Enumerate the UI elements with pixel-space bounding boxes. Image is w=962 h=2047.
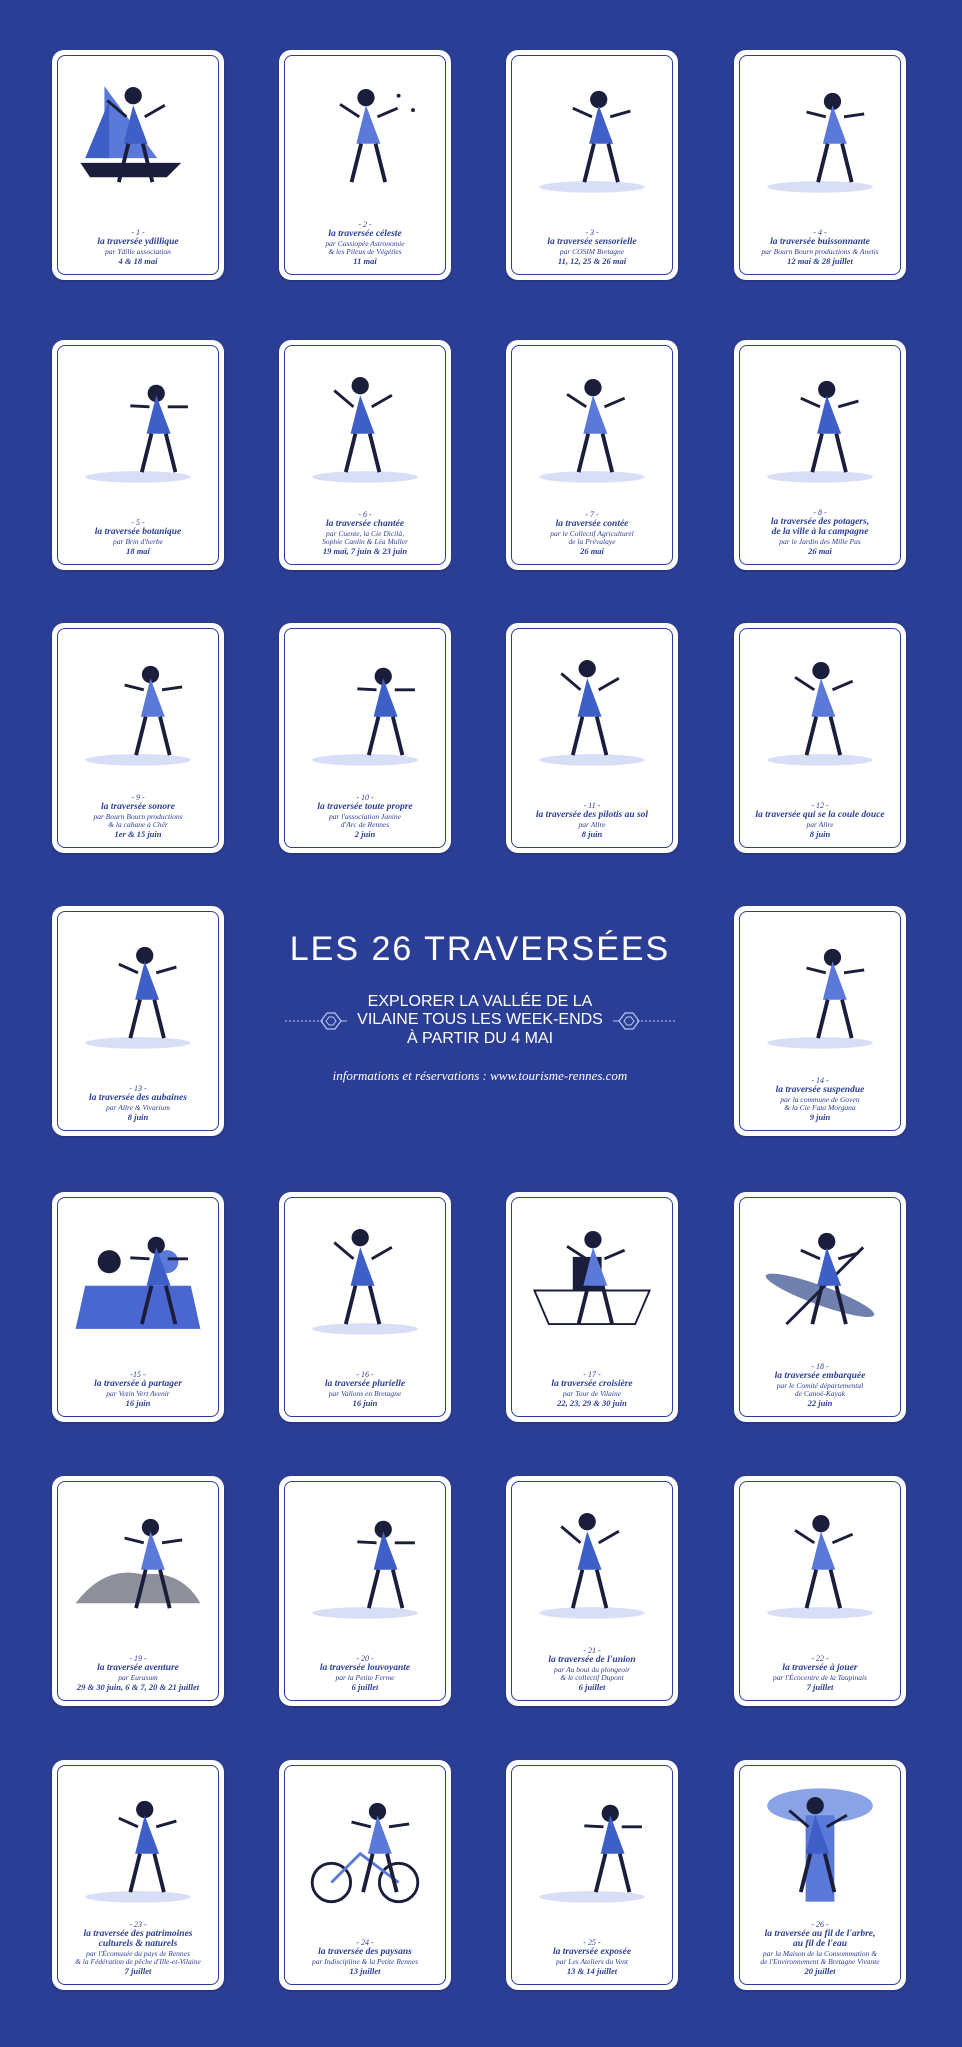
card-title: la traversée croisière xyxy=(551,1379,633,1390)
dancer-icon xyxy=(520,64,664,209)
moon-icon xyxy=(293,64,437,209)
flute-player-icon xyxy=(748,64,892,209)
tree-icon xyxy=(748,1774,892,1919)
card-organizer: par Bourn Bourn productions & la cabane à Chêr xyxy=(93,812,183,830)
vegetables-icon xyxy=(748,354,892,499)
singer-icon xyxy=(293,354,437,499)
canoe-icon xyxy=(293,637,437,782)
carriers-icon xyxy=(293,1490,437,1635)
card-frame xyxy=(739,345,901,565)
card-title: la traversée suspendue xyxy=(775,1085,865,1096)
card-date: 8 juin xyxy=(809,829,831,840)
card-title: la traversée plurielle xyxy=(324,1379,406,1390)
card-frame xyxy=(739,911,901,1131)
card-organizer: par la Maison de la Consommation & de l'Environnement & Bretagne Vivante xyxy=(760,1949,880,1967)
card-date: 16 juin xyxy=(125,1398,151,1409)
card-frame xyxy=(739,55,901,275)
card-title: la traversée sonore xyxy=(101,802,175,813)
card-number: - 25 - xyxy=(583,1937,601,1947)
card-organizer: par Eurasum xyxy=(118,1673,158,1683)
card-organizer: par Cuente, la Cie Dicilà, Sophie Canlin & Léa Muller xyxy=(322,529,408,547)
card-title: la traversée chantée xyxy=(325,519,405,530)
card-title: la traversée à partager xyxy=(94,1379,182,1390)
event-card[interactable] xyxy=(52,1476,224,1706)
walker-icon xyxy=(748,637,892,782)
kayak-icon xyxy=(748,1206,892,1351)
card-number: - 21 - xyxy=(583,1645,601,1655)
event-card[interactable] xyxy=(734,623,906,853)
card-title: la traversée aventure xyxy=(97,1663,179,1674)
card-organizer: par Vallons en Bretagne xyxy=(328,1389,402,1399)
card-number: - 23 - xyxy=(129,1920,147,1929)
card-title: la traversée botanique xyxy=(94,527,182,538)
card-date: 12 mai & 28 juillet xyxy=(787,256,853,267)
card-number: - 22 - xyxy=(811,1653,829,1663)
card-caption xyxy=(744,1363,896,1408)
card-title: la traversée de l'union xyxy=(548,1655,636,1666)
card-frame xyxy=(511,55,673,275)
card-caption xyxy=(516,511,668,556)
event-card[interactable] xyxy=(279,1476,451,1706)
ship-icon xyxy=(520,1206,664,1351)
card-number: - 16 - xyxy=(356,1369,374,1379)
card-number: - 1 - xyxy=(131,227,145,237)
card-organizer: par la Petite Ferme xyxy=(335,1673,395,1683)
card-frame xyxy=(739,1481,901,1701)
card-title: la traversée des potagers, de la ville à la campagne xyxy=(770,517,870,538)
event-card[interactable] xyxy=(506,1192,678,1422)
card-number: - 7 - xyxy=(585,509,599,519)
card-date: 7 juillet xyxy=(806,1682,834,1693)
card-caption xyxy=(62,229,214,266)
card-organizer: par Cassiopée Astronomie & les Pileux de Végétles xyxy=(325,239,405,257)
card-title: la traversée exposée xyxy=(552,1947,632,1958)
card-caption xyxy=(289,794,441,839)
card-title: la traversée embarquée xyxy=(774,1371,866,1382)
card-number: -15 - xyxy=(130,1369,146,1379)
page-title: LES 26 TRAVERSÉES xyxy=(289,930,671,968)
card-caption xyxy=(62,1655,214,1692)
card-date: 11 mai xyxy=(353,256,377,267)
card-organizer: par Bourn Bourn productions & Anetis xyxy=(761,247,879,257)
card-date: 2 juin xyxy=(354,829,376,840)
card-frame xyxy=(511,1765,673,1985)
card-number: - 24 - xyxy=(356,1937,374,1947)
card-date: 18 mai xyxy=(126,546,150,557)
card-caption xyxy=(744,1655,896,1692)
event-card[interactable] xyxy=(734,906,906,1136)
storyteller-icon xyxy=(520,354,664,499)
card-organizer: par le Jardin des Mille Pas xyxy=(779,537,861,547)
card-organizer: par le Collectif Agriculturel de la Prévalaye xyxy=(550,529,634,547)
card-number: - 13 - xyxy=(129,1083,147,1093)
card-date: 20 juillet xyxy=(804,1966,836,1977)
card-date: 1er & 15 juin xyxy=(114,829,162,840)
event-card[interactable] xyxy=(506,623,678,853)
horse-icon xyxy=(293,1206,437,1351)
card-number: - 14 - xyxy=(811,1075,829,1085)
player-icon xyxy=(748,1490,892,1635)
card-caption xyxy=(516,802,668,839)
card-caption xyxy=(516,1939,668,1976)
card-caption xyxy=(516,229,668,266)
card-caption xyxy=(744,1921,896,1976)
card-caption xyxy=(289,1371,441,1408)
card-date: 13 & 14 juillet xyxy=(566,1966,618,1977)
card-caption xyxy=(289,1655,441,1692)
card-organizer: par Allre xyxy=(806,820,834,830)
card-number: - 5 - xyxy=(131,517,145,527)
card-frame xyxy=(284,345,446,565)
event-card[interactable] xyxy=(279,1760,451,1990)
card-title: la traversée contée xyxy=(555,519,629,530)
event-card[interactable] xyxy=(52,906,224,1136)
card-caption xyxy=(62,1921,214,1976)
card-frame xyxy=(57,345,219,565)
card-frame xyxy=(511,628,673,848)
card-organizer: par Au bout du plongeoir & le collectif Dupont xyxy=(553,1665,631,1683)
center-header xyxy=(240,930,720,1084)
card-frame xyxy=(511,1481,673,1701)
subtitle: EXPLORER LA VALLÉE DE LA VILAINE TOUS LES WEEK-ENDS À PARTIR DU 4 MAI xyxy=(357,993,603,1047)
cape-icon xyxy=(520,1490,664,1635)
card-frame xyxy=(57,1197,219,1417)
card-title: la traversée au fil de l'arbre, au fil de l'eau xyxy=(764,1929,876,1950)
card-number: - 10 - xyxy=(356,792,374,802)
card-date: 11, 12, 25 & 26 mai xyxy=(557,256,627,267)
card-caption xyxy=(289,1939,441,1976)
event-card[interactable] xyxy=(279,340,451,570)
card-caption xyxy=(516,1371,668,1408)
card-caption xyxy=(289,221,441,266)
fisher-icon xyxy=(66,1774,210,1919)
event-card[interactable] xyxy=(279,1192,451,1422)
card-caption xyxy=(744,509,896,556)
card-date: 8 juin xyxy=(581,829,603,840)
event-card[interactable] xyxy=(52,1192,224,1422)
subtitle-row xyxy=(240,993,720,1048)
card-title: la traversée à jouer xyxy=(782,1663,858,1674)
card-date: 29 & 30 juin, 6 & 7, 20 & 21 juillet xyxy=(76,1682,200,1693)
card-title: la traversée des patrimoines culturels & naturels xyxy=(83,1929,193,1950)
tightrope-icon xyxy=(748,920,892,1065)
swimmer-icon xyxy=(520,637,664,782)
card-number: - 11 - xyxy=(583,800,601,810)
card-title: la traversée ydillique xyxy=(97,237,179,248)
card-frame xyxy=(284,1197,446,1417)
card-frame xyxy=(739,1197,901,1417)
card-frame xyxy=(284,628,446,848)
left-ornament-icon xyxy=(285,1009,347,1033)
card-number: - 8 - xyxy=(813,507,827,517)
info-line: informations et réservations : www.tourisme-rennes.com xyxy=(332,1068,628,1084)
card-date: 4 & 18 mai xyxy=(118,256,158,267)
card-frame xyxy=(739,628,901,848)
card-organizer: par la commune de Goven & la Cie Fata Morgana xyxy=(780,1095,860,1113)
card-organizer: par Vezin Vert Avenir xyxy=(106,1389,170,1399)
card-frame xyxy=(284,1481,446,1701)
card-frame xyxy=(57,628,219,848)
card-title: la traversée céleste xyxy=(328,229,402,240)
card-title: la traversée buissonnante xyxy=(770,237,870,248)
event-card[interactable] xyxy=(734,340,906,570)
card-frame xyxy=(739,1765,901,1985)
event-card[interactable] xyxy=(52,1760,224,1990)
card-frame xyxy=(284,1765,446,1985)
card-organizer: par Tour de Vilaine xyxy=(562,1389,622,1399)
event-card[interactable] xyxy=(734,1760,906,1990)
card-frame xyxy=(284,55,446,275)
card-date: 6 juillet xyxy=(578,1682,606,1693)
card-organizer: par Allre xyxy=(578,820,606,830)
event-card[interactable] xyxy=(506,1760,678,1990)
card-caption xyxy=(744,1077,896,1122)
event-card[interactable] xyxy=(506,340,678,570)
card-frame xyxy=(57,55,219,275)
picnic-icon xyxy=(66,1206,210,1351)
card-number: - 18 - xyxy=(811,1361,829,1371)
event-card[interactable] xyxy=(734,1192,906,1422)
card-date: 19 mai, 7 juin & 23 juin xyxy=(322,546,408,557)
card-title: la traversée sensorielle xyxy=(547,237,637,248)
card-frame xyxy=(57,911,219,1131)
event-card[interactable] xyxy=(279,50,451,280)
card-number: - 2 - xyxy=(358,219,372,229)
card-date: 6 juillet xyxy=(351,1682,379,1693)
card-organizer: par Allre & Vivarium xyxy=(106,1103,170,1113)
card-caption xyxy=(62,519,214,556)
card-date: 7 juillet xyxy=(124,1966,152,1977)
card-caption xyxy=(62,794,214,839)
card-date: 26 mai xyxy=(580,546,604,557)
musicians-icon xyxy=(66,637,210,782)
card-organizer: par le Comité départemental de Canoë-Kayak xyxy=(776,1381,864,1399)
card-title: la traversée des paysans xyxy=(318,1947,412,1958)
card-number: - 9 - xyxy=(131,792,145,802)
card-caption xyxy=(516,1647,668,1692)
card-number: - 12 - xyxy=(811,800,829,810)
card-title: la traversée toute propre xyxy=(317,802,413,813)
card-organizer: par COSIM Bretagne xyxy=(559,247,625,257)
event-card[interactable] xyxy=(279,623,451,853)
card-date: 26 mai xyxy=(808,546,832,557)
bicycle-icon xyxy=(293,1774,437,1919)
event-card[interactable] xyxy=(506,1476,678,1706)
card-number: - 20 - xyxy=(356,1653,374,1663)
card-date: 22, 23, 29 & 30 juin xyxy=(557,1398,627,1409)
card-title: la traversée des aubaines xyxy=(89,1093,187,1104)
card-title: la traversée qui se la coule douce xyxy=(755,810,885,821)
card-number: - 17 - xyxy=(583,1369,601,1379)
card-caption xyxy=(744,229,896,266)
card-title: la traversée des pilotis au sol xyxy=(535,810,649,821)
card-date: 16 juin xyxy=(352,1398,378,1409)
card-caption xyxy=(62,1371,214,1408)
card-organizer: par l'Écocentre de la Taupinais xyxy=(773,1673,867,1683)
event-card[interactable] xyxy=(734,50,906,280)
card-number: - 3 - xyxy=(585,227,599,237)
card-date: 22 juin xyxy=(807,1398,833,1409)
event-card[interactable] xyxy=(506,50,678,280)
card-number: - 19 - xyxy=(129,1653,147,1663)
card-frame xyxy=(511,1197,673,1417)
event-card[interactable] xyxy=(52,623,224,853)
card-caption xyxy=(289,511,441,556)
card-number: - 4 - xyxy=(813,227,827,237)
right-ornament-icon xyxy=(613,1009,675,1033)
photographer-icon xyxy=(520,1774,664,1919)
card-caption xyxy=(62,1085,214,1122)
card-date: 8 juin xyxy=(127,1112,149,1123)
sailboat-icon xyxy=(66,64,210,209)
card-title: la traversée louvoyante xyxy=(319,1663,411,1674)
gardener-icon xyxy=(66,354,210,499)
card-frame xyxy=(57,1481,219,1701)
event-card[interactable] xyxy=(52,50,224,280)
rock-icon xyxy=(66,1490,210,1635)
event-card[interactable] xyxy=(52,340,224,570)
card-date: 9 juin xyxy=(809,1112,831,1123)
card-organizer: par Les Ateliers du Vent xyxy=(556,1957,628,1967)
card-caption xyxy=(744,802,896,839)
card-date: 13 juillet xyxy=(349,1966,381,1977)
card-organizer: par Brin d'herbe xyxy=(113,537,163,547)
fountain-icon xyxy=(66,920,210,1065)
card-organizer: par Indiscipline & la Petite Rennes xyxy=(311,1957,419,1967)
card-organizer: par l'association Janine d'Arc de Rennes xyxy=(328,812,401,830)
card-organizer: par l'Écomusée du pays de Rennes & la Fédération de pêche d'Ille-et-Vilaine xyxy=(75,1949,201,1967)
card-frame xyxy=(511,345,673,565)
event-card[interactable] xyxy=(734,1476,906,1706)
card-number: - 26 - xyxy=(811,1920,829,1929)
card-organizer: par Ydille association xyxy=(105,247,171,257)
card-number: - 6 - xyxy=(358,509,372,519)
card-frame xyxy=(57,1765,219,1985)
